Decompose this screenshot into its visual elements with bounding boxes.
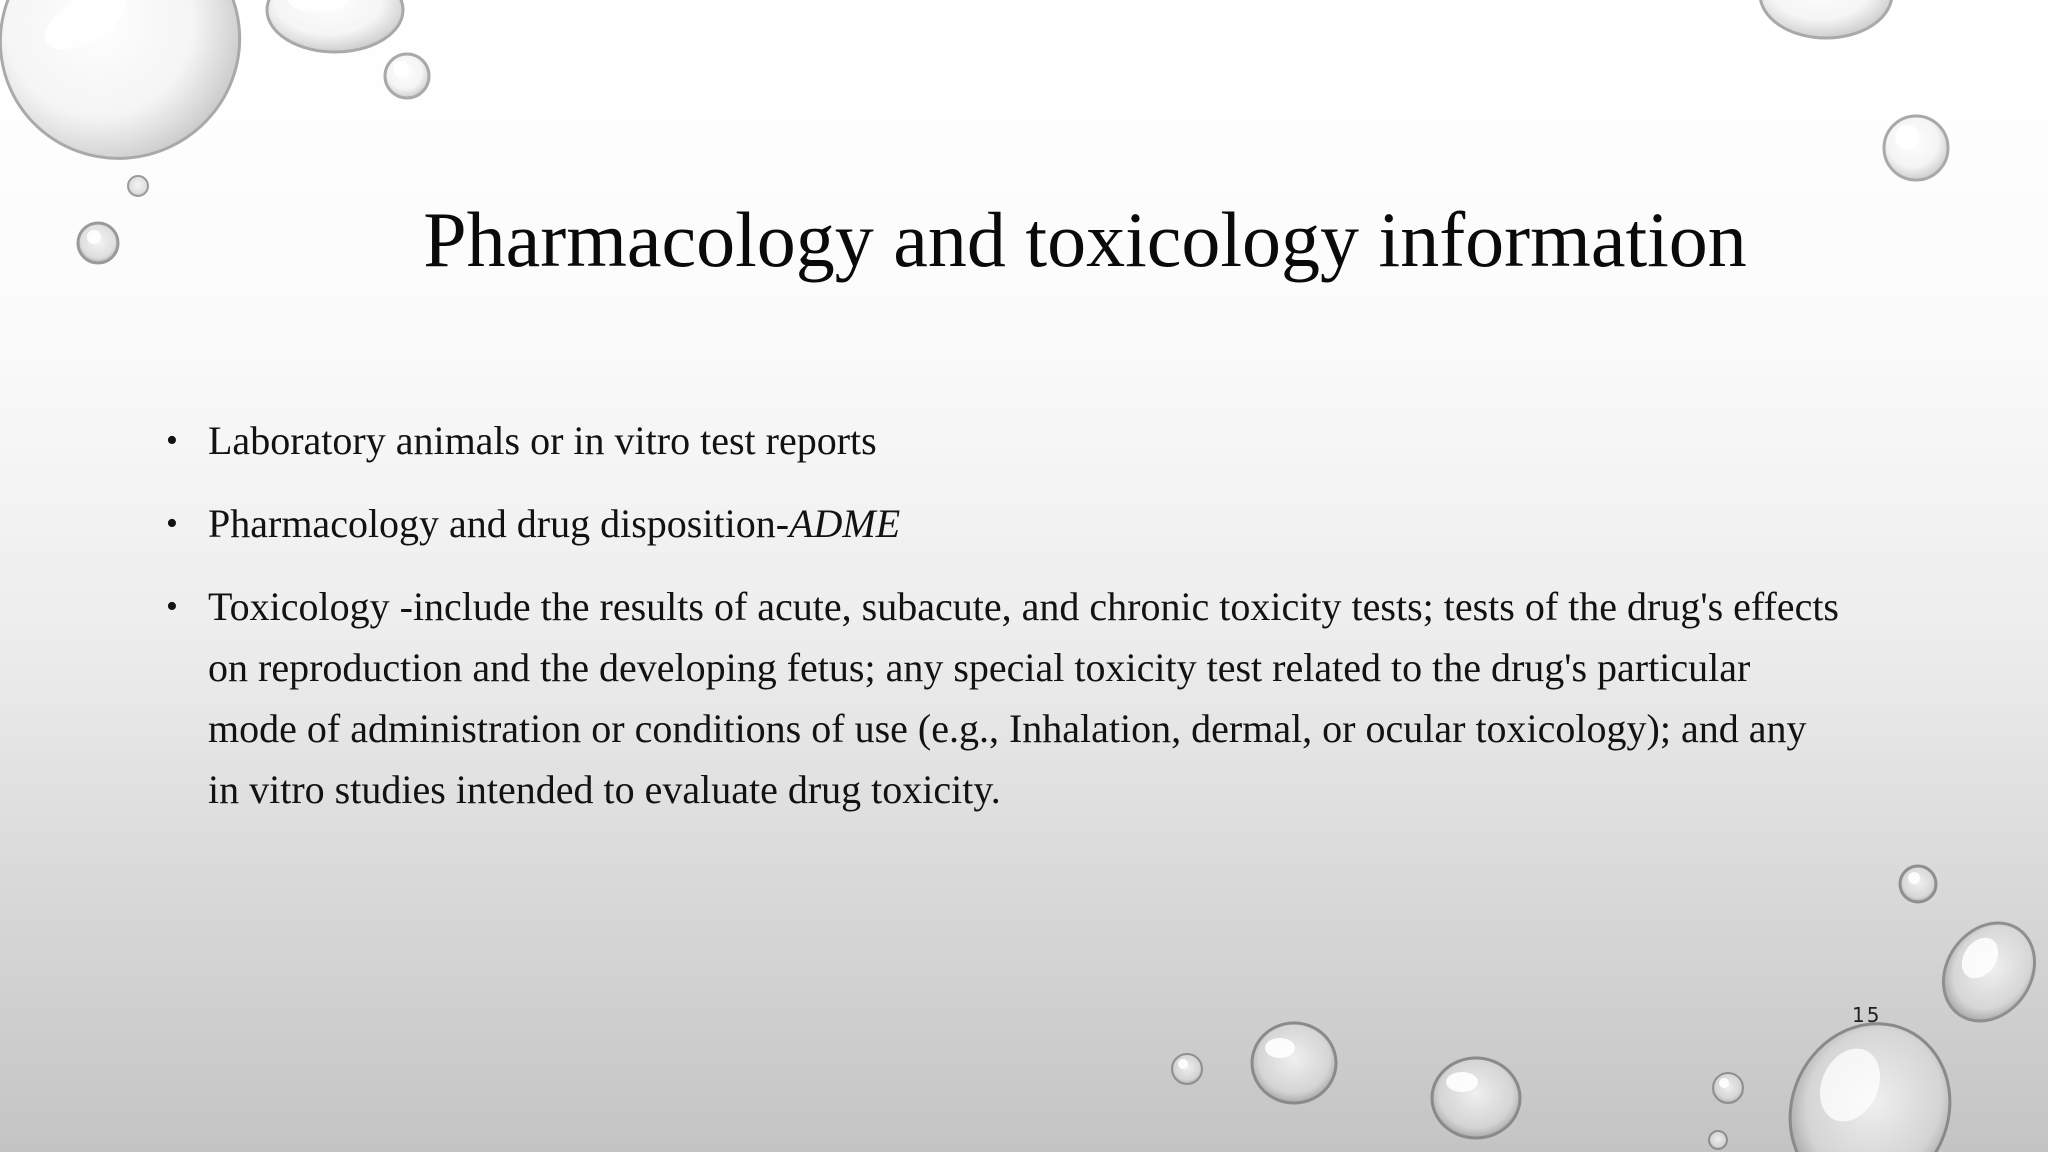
bullet-list <box>160 410 1840 842</box>
droplet-top-left-small <box>385 54 429 98</box>
bullet-text: Toxicology -include the results of acute, subacute, and chronic toxicity tests; tests of the drug's effects on reproduction and the developing fetus; any special toxicity test related to the drug's particular mode of administration or conditions of use (e.g., Inhalation, dermal, or ocular toxicology); and any in vitro studies intended to evaluate drug toxicity. <box>208 584 1839 812</box>
droplet-bottom-right-tiny-1 <box>1713 1073 1743 1103</box>
droplet-top-left-large <box>0 0 279 198</box>
bullet-item-pharmacology <box>160 493 1840 554</box>
bullet-symbol: • <box>166 588 178 625</box>
bullet-text: Pharmacology and drug disposition- <box>208 501 790 546</box>
bullet-item-toxicology <box>160 576 1840 820</box>
droplet-bottom-center-large <box>1432 1058 1520 1138</box>
droplet-left-tiny-2 <box>78 223 118 263</box>
bullet-emphasis: ADME <box>789 501 901 546</box>
droplet-bottom-right-medium <box>1925 905 2048 1038</box>
slide-title: Pharmacology and toxicology information <box>423 196 1747 283</box>
page-number: 15 <box>1852 1003 1882 1027</box>
droplet-top-left-medium <box>267 0 403 52</box>
droplet-left-tiny-1 <box>128 176 148 196</box>
droplet-bottom-center-medium <box>1252 1023 1336 1103</box>
droplet-bottom-right-tiny-2 <box>1709 1131 1727 1149</box>
droplet-right-tiny <box>1900 866 1936 902</box>
droplet-bottom-center-small <box>1172 1054 1202 1084</box>
bullet-item-lab-reports <box>160 410 1840 471</box>
droplet-right-small <box>1884 116 1948 180</box>
bullet-symbol: • <box>166 505 178 542</box>
bullet-text: Laboratory animals or in vitro test reports <box>208 418 877 463</box>
droplet-top-right <box>1760 0 1892 38</box>
bullet-symbol: • <box>166 422 178 459</box>
